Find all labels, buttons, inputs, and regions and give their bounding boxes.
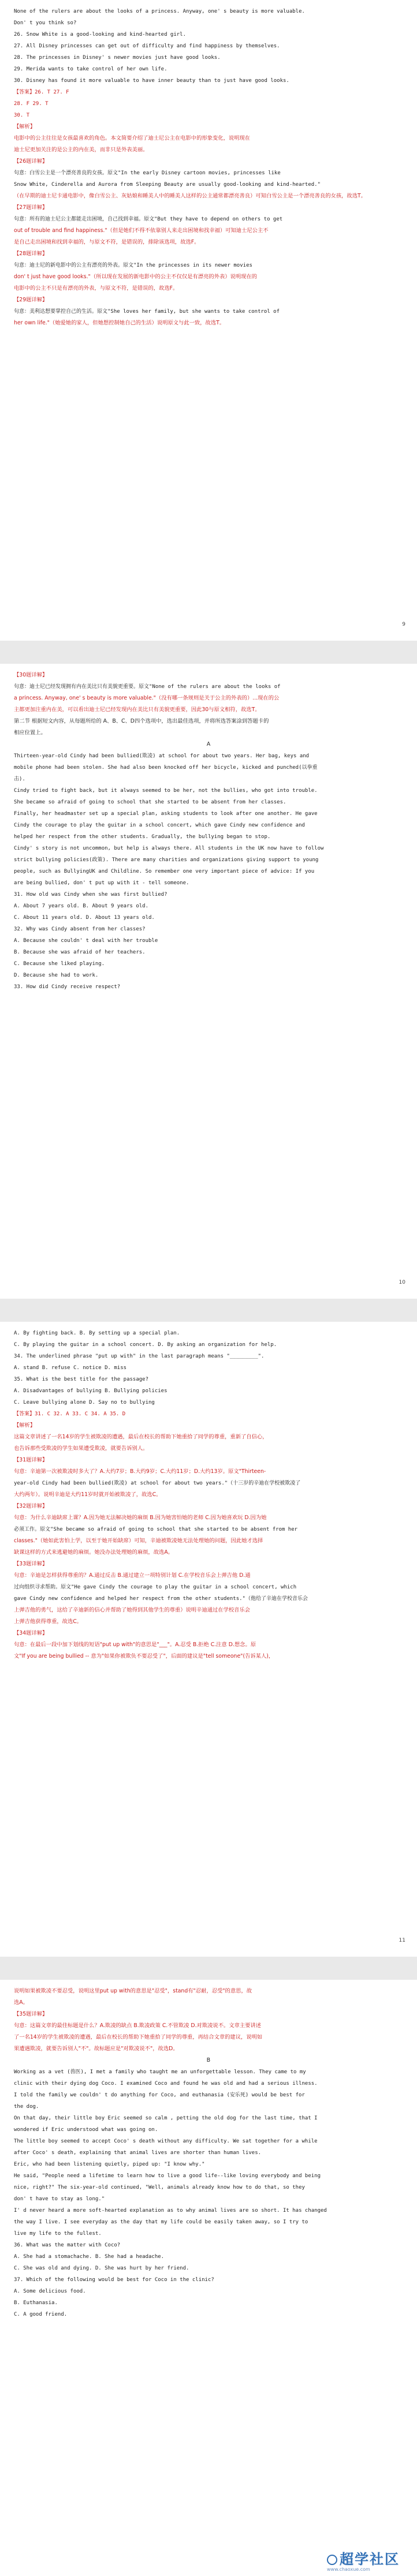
text-line: A. Some delicious food. bbox=[14, 2289, 86, 2294]
text-line: 35. What is the best title for the passage? bbox=[14, 1377, 148, 1382]
text-line: He said, "People need a lifetime to learn how to live a good life--like loving everybody and being bbox=[14, 2173, 321, 2179]
text-line: 也告诉那些受欺凌的学生如果遭受欺凌，就要告诉别人。 bbox=[14, 1445, 148, 1452]
text-line: 【26题详解】 bbox=[14, 158, 48, 164]
text-line: 33. How did Cindy receive respect? bbox=[14, 984, 121, 990]
text-line: 【答案】31. C 32. A 33. C 34. A 35. D bbox=[14, 1411, 126, 1417]
text-line: the dog. bbox=[14, 2104, 39, 2110]
site-logo-icon bbox=[327, 2555, 337, 2565]
document-page-3 bbox=[0, 1322, 417, 1957]
text-line: A. Because she couldn' t deal with her trouble bbox=[14, 938, 158, 944]
text-line: A. stand B. refuse C. notice D. miss bbox=[14, 1365, 127, 1371]
text-line: C. Because she liked playing. bbox=[14, 961, 105, 967]
text-line: （在早期的迪士尼卡通电影中，像白雪公主、灰姑娘和睡美人中的睡美人这样的公主通常都漂亮善良）可知白雪公主是一个漂亮善良的女孩，故选T。 bbox=[14, 193, 366, 199]
text-line: Snow White, Cinderella and Aurora from Sleeping Beauty are usually good-looking and kind-hearted." bbox=[14, 182, 321, 188]
site-watermark[interactable] bbox=[327, 2552, 414, 2574]
text-line: 【33题详解】 bbox=[14, 1561, 48, 1567]
text-line: A. She had a stomachache. B. She had a headache. bbox=[14, 2254, 165, 2260]
text-line: 【27题详解】 bbox=[14, 204, 48, 211]
text-line: 上弹吉他获得尊重，故选C。 bbox=[14, 1618, 83, 1625]
text-line: C. Leave bullying alone D. Say no to bullying bbox=[14, 1400, 155, 1405]
text-line: people, such as BullyingUK and Childline. So remember one very important piece of advice: If you bbox=[14, 869, 315, 874]
text-line: a princess. Anyway, one' s beauty is more valuable."（没有哪一条规则是关于公主的外表的）...现在的公 bbox=[14, 695, 280, 701]
text-line: A. About 7 years old. B. About 9 years old. bbox=[14, 903, 148, 909]
text-line: 电影中的公主往往是女孩最喜欢的角色。本文简要介绍了迪士尼公主在电影中的形象变化，说明现在 bbox=[14, 135, 251, 141]
text-line: 击). bbox=[14, 776, 25, 782]
text-line: 句意：迪士尼的新电影中的公主有漂亮的外表。原文"In the princesses in its newer movies bbox=[14, 263, 252, 268]
text-line: 上弹吉他的勇气，这给了辛迪新的信心并帮助了她得到其他学生的尊重）说明辛迪通过在学校音乐会 bbox=[14, 1607, 251, 1613]
text-line: 【35题详解】 bbox=[14, 2011, 48, 2017]
text-line: Cindy the courage to play the guitar in a school concert, which gave Cindy new confidence and bbox=[14, 822, 305, 828]
page-2-text bbox=[14, 670, 403, 993]
text-line: strict bullying policies(政策). There are many charities and organizations giving support to young bbox=[14, 857, 319, 863]
text-line: clinic with their dying dog Coco. I examined Coco and found he was old and had a serious illness. bbox=[14, 2081, 318, 2087]
text-line: 【答案】26. T 27. F bbox=[14, 89, 69, 95]
text-line: 文"If you are being bullied -- 意为"如果你被欺负不要忍受了"，后面的建议是"tell someone"(告诉某人)， bbox=[14, 1653, 274, 1659]
text-line: 28. The princesses in Disney' s newer movies just have good looks. bbox=[14, 55, 221, 61]
text-line: Working as a vet (兽医), I met a family who taught me an unforgettable lesson. They came to my bbox=[14, 2069, 306, 2075]
text-line: gave Cindy new confidence and helped her respect from the other students."（他给了辛迪在学校音乐会 bbox=[14, 1596, 308, 1602]
text-line: A. By fighting back. B. By setting up a special plan. bbox=[14, 1330, 180, 1336]
document-page-4 bbox=[0, 1980, 417, 2576]
page-1-text bbox=[14, 6, 403, 329]
text-line: Finally, her headmaster set up a special plan, asking students to look after one another. He gave bbox=[14, 811, 318, 817]
text-line: 【解析】 bbox=[14, 124, 36, 130]
text-line: The little boy seemed to accept Coco' s death without any difficulty. We sat together for a while bbox=[14, 2138, 318, 2144]
text-line: wondered if Eric understood what was going on. bbox=[14, 2127, 158, 2133]
text-line: 【28题详解】 bbox=[14, 251, 48, 257]
text-line: 第二节 根据短文内容，从每题所给的 A、B、C、D四个选项中，选出最佳选项，并将所选答案涂到答题卡的 bbox=[14, 718, 269, 724]
text-line: 30. T bbox=[14, 113, 30, 118]
text-line: 32. Why was Cindy absent from her classes? bbox=[14, 926, 146, 932]
text-line: 迪士尼更加关注的是公主的内在美，而非只是外表美丽。 bbox=[14, 147, 148, 153]
text-line: 【34题详解】 bbox=[14, 1630, 48, 1636]
text-line: 句意：为什么辛迪缺席上课？A.因为她无法解决她的麻烦 B.因为她害怕她的老师 C.因为她喜欢玩 D.因为她 bbox=[14, 1515, 267, 1521]
text-line: 句意：美利达想要掌控自己的生活。原文"She loves her family, but she wants to take control of bbox=[14, 309, 280, 315]
text-line: don' t just have good looks."（所以现在发展的新电影中的公主不仅仅是有漂亮的外表）说明现在的 bbox=[14, 274, 258, 280]
text-line: 【29题详解】 bbox=[14, 297, 48, 303]
text-line: 果遭遇欺凌，就要告诉别人"不"。故标题应是"对欺凌说不"，故选D。 bbox=[14, 2046, 178, 2052]
text-line: 【31题详解】 bbox=[14, 1457, 48, 1463]
text-line: A bbox=[206, 741, 211, 747]
text-line: helped her respect from the other students. Gradually, the bullying began to stop. bbox=[14, 834, 271, 840]
text-line: I' d never heard a more soft-hearted explanation as to why animal lives are so short. It has changed bbox=[14, 2208, 327, 2214]
text-line: A. Disadvantages of bullying B. Bullying policies bbox=[14, 1388, 167, 1394]
text-line: Cindy tried to fight back, but it always seemed to be her, not the bullies, who got into trouble. bbox=[14, 788, 318, 794]
text-line: 了一名14岁的学生被欺凌的遭遇，最后在校长的帮助下她重拾了同学的尊重，再结合文章的建议，说明如 bbox=[14, 2034, 263, 2040]
text-line: 这篇文章讲述了一名14岁的学生被欺凌的遭遇，最后在校长的帮助下她重拾了同学的尊重，重新了自信心， bbox=[14, 1434, 268, 1440]
text-line: 30. Disney has found it more valuable to have inner beauty than to just have good looks. bbox=[14, 78, 289, 84]
text-line: 句意：所有的迪士尼公主都能走出困境，自己找到幸福。原文"But they have to depend on others to get bbox=[14, 216, 283, 222]
text-line: 31. How old was Cindy when she was first bullied? bbox=[14, 892, 167, 898]
text-line: 是自己走出困境和找到幸福的，与原文不符，是错误的，排除该选项，故选F。 bbox=[14, 239, 200, 245]
text-line: 34. The underlined phrase "put up with" in the last paragraph means "_________". bbox=[14, 1354, 265, 1359]
text-line: 必须工作。原文"She became so afraid of going to school that she started to be absent from her bbox=[14, 1527, 298, 1532]
text-line: 选A。 bbox=[14, 1999, 28, 2006]
text-line: mobile phone had been stolen. She had also been knocked off her bicycle, kicked and punched(以拳重 bbox=[14, 765, 318, 771]
text-line: 28. F 29. T bbox=[14, 101, 49, 107]
text-line: Eric, who had been listening quietly, piped up: "I know why." bbox=[14, 2162, 205, 2167]
text-line: 句意：在最后一段中加下划线的短语"put up with"的意思是"___"。A.忍受 B.拒绝 C.注意 D.想念。原 bbox=[14, 1642, 256, 1648]
text-line: 电影中的公主不只是有漂亮的外表，与原文不符，是错误的，故选F。 bbox=[14, 285, 178, 291]
text-line: 句意：这篇文章的最佳标题是什么？A.欺凌的缺点 B.欺凌政策 C.不管欺凌 D.对欺凌说不。文章主要讲述 bbox=[14, 2022, 262, 2029]
text-line: B. Because she was afraid of her teachers. bbox=[14, 949, 146, 955]
watermark-brand: 超学社区 bbox=[340, 2551, 400, 2567]
text-line: 句意：辛迪是怎样获得尊重的？A.通过反击 B.通过建立一项特别计划 C.在学校音乐会上弹吉他 D.通 bbox=[14, 1572, 251, 1579]
text-line: the way I live. I see everyday as the day that my life could be easily taken away, so I try to bbox=[14, 2219, 308, 2225]
text-line: don' t have to stay as long." bbox=[14, 2196, 105, 2202]
text-line: B bbox=[206, 2057, 211, 2063]
text-line: I told the family we couldn' t do anything for Coco, and euthanasia (安乐死) would be best for bbox=[14, 2092, 305, 2098]
text-line: 37. Which of the following would be best for Coco in the clinic? bbox=[14, 2277, 214, 2283]
text-line: 【32题详解】 bbox=[14, 1503, 48, 1509]
text-line: C. A good friend. bbox=[14, 2312, 68, 2317]
text-line: out of trouble and find happiness."（但是她们不得不依靠别人来走出困境和找幸福）可知迪士尼公主不 bbox=[14, 227, 269, 234]
text-line: 26. Snow White is a good-looking and kind-hearted girl. bbox=[14, 32, 187, 38]
text-line: C. About 11 years old. D. About 13 years old. bbox=[14, 915, 155, 921]
text-line: She became so afraid of going to school that she started to be absent from her classes. bbox=[14, 799, 286, 805]
text-line: None of the rulers are about the looks of a princess. Anyway, one' s beauty is more valuable. bbox=[14, 9, 305, 14]
text-line: 36. What was the matter with Coco? bbox=[14, 2242, 121, 2248]
document-page-1 bbox=[0, 0, 417, 641]
text-line: 主都更加注重内在美，可以看出迪士尼已经发现内在美比只有美貌更重要，因此30与原文相符，故选T。 bbox=[14, 706, 260, 713]
text-line: D. Because she had to work. bbox=[14, 973, 99, 978]
text-line: nice, right?" The six-year-old continued, "Well, animals already know how to do that, so they bbox=[14, 2185, 305, 2190]
text-line: Don' t you think so? bbox=[14, 20, 77, 26]
text-line: B. Euthanasia. bbox=[14, 2300, 58, 2306]
text-line: 【解析】 bbox=[14, 1422, 36, 1429]
document-page-2 bbox=[0, 664, 417, 1299]
watermark-url: www.chaoxue.com bbox=[327, 2567, 370, 2572]
text-line: her own life."（她爱她的家人，但她想控制她自己的生活）说明原文与此一致，故选T。 bbox=[14, 320, 225, 326]
text-line: 句意：白雪公主是一个漂亮善良的女孩。原文"In the early Disney cartoon movies, princesses like bbox=[14, 170, 281, 176]
text-line: 27. All Disney princesses can get out of difficulty and find happiness by themselves. bbox=[14, 43, 280, 49]
page-4-text bbox=[14, 1986, 403, 2320]
text-line: after Coco' s death, explaining that animal lives are shorter than human lives. bbox=[14, 2150, 262, 2156]
text-line: On that day, their little boy Eric seemed so calm , petting the old dog for the last time, that I bbox=[14, 2115, 318, 2121]
text-line: 句意：辛迪第一次被欺凌时多大了？A.大约7岁；B.大约9岁；C.大约11岁；D.大约13岁。原文"Thirteen- bbox=[14, 1468, 266, 1475]
text-line: 缺课这样的方式来逃避她的麻烦。她没办法处理她的麻烦，故选A。 bbox=[14, 1549, 173, 1556]
text-line: live my life to the fullest. bbox=[14, 2231, 102, 2237]
page-number: 9 bbox=[402, 622, 405, 627]
text-line: Cindy' s story is not uncommon, but help is always there. All students in the UK now have to follow bbox=[14, 846, 324, 851]
text-line: 相应位置上。 bbox=[14, 730, 46, 736]
text-line: 29. Merida wants to take control of her own life. bbox=[14, 66, 167, 72]
text-line: C. She was old and dying. D. She was hurt by her friend. bbox=[14, 2265, 189, 2271]
text-line: 【30题详解】 bbox=[14, 672, 48, 678]
text-line: are being bullied, don' t put up with it - tell someone. bbox=[14, 880, 189, 886]
text-line: Thirteen-year-old Cindy had been bullied(欺凌) at school for about two years. Her bag, keys and bbox=[14, 753, 310, 759]
text-line: 句意：迪士尼已经发现拥有内在美比只有美貌更重要。原文"None of the rulers are about the looks of bbox=[14, 684, 281, 690]
text-line: C. By playing the guitar in a school concert. D. By asking an organization for help. bbox=[14, 1342, 277, 1348]
text-line: 大约两年）。说明辛迪是大约11岁时就开始被欺凌了，故选C。 bbox=[14, 1491, 162, 1498]
text-line: classes."（她如此害怕上学，以至于她开始缺席）可知，辛迪被欺凌她无法处理她的问题，因此她才选择 bbox=[14, 1538, 263, 1544]
page-number: 10 bbox=[399, 1280, 405, 1285]
page-number: 11 bbox=[399, 1938, 405, 1943]
text-line: year-old Cindy had been bullied(欺凌) at school for about two years."（十三岁的辛迪在学校被欺凌了 bbox=[14, 1480, 301, 1486]
page-3-text bbox=[14, 1328, 403, 1662]
text-line: 过向组织寻求帮助。原文"He gave Cindy the courage to play the guitar in a school concert, which bbox=[14, 1584, 297, 1590]
text-line: 说明如果被欺凌不要忍受，说明这里put up with的意思是"忍受"，stand有"忍耐，忍受"的意思，故 bbox=[14, 1988, 252, 1994]
